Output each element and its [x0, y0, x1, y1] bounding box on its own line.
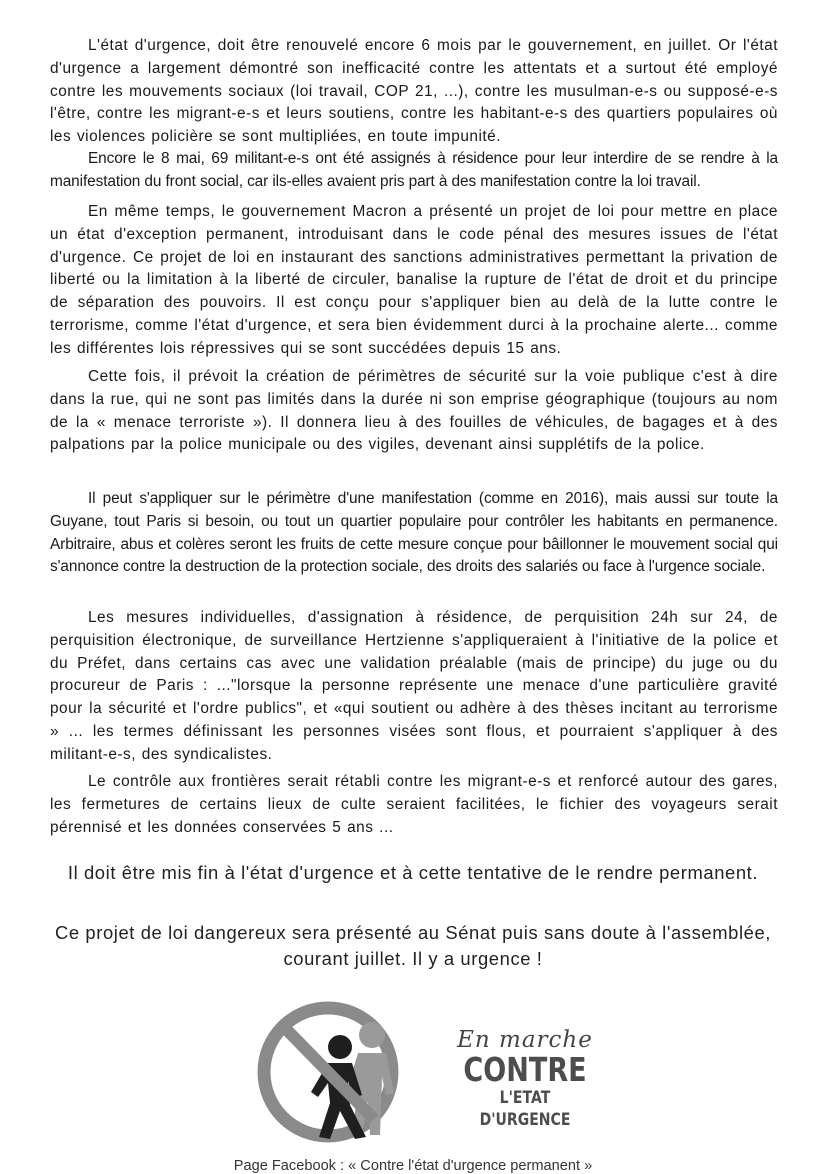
logo-subtitle: L'ETAT D'URGENCE [479, 1088, 571, 1129]
logo-text [440, 1027, 610, 1131]
no-marching-sign-icon [254, 997, 444, 1147]
campaign-logo [254, 997, 604, 1147]
logo-title: CONTRE [463, 1050, 587, 1089]
paragraph-6: Les mesures individuelles, d'assignation à résidence, de perquisition 24h sur 24, de perquisition électronique, de surveillance Hertzienne s'appliqueraient à l'initiative de la police et du Préfet, dans certains cas avec une validation préalable (mais de principe) du juge ou du procureur de Paris : ..."lorsque la personne représente une menace d'une particulière gravité pour la sécurité et l'ordre publics", et «qui soutient ou adhère à des thèses incitant au terrorisme » ... les termes définissant les personnes visées sont flous, et pourraient s'appliquer à des militant-e-s, des syndicalistes. [50, 609, 778, 763]
conclusion-line-2: Ce projet de loi dangereux sera présenté au Sénat puis sans doute à l'assemblée, courant juillet. Il y a urgence ! [54, 922, 772, 969]
logo-tagline: En marche [457, 1027, 593, 1053]
paragraph-4: Cette fois, il prévoit la création de périmètres de sécurité sur la voie publique c'est à dire dans la rue, qui ne sont pas limités dans la durée ni son emprise géographique (toujours au nom de la « menace terroriste »). Il donnera lieu à des fouilles de véhicules, de bagages et à des palpations par la police municipale ou des vigiles, devenant ainsi supplétifs de la police. [50, 368, 778, 454]
paragraph-7: Le contrôle aux frontières serait rétabli contre les migrant-e-s et renforcé autour des gares, les fermetures de certains lieux de culte seraient facilitées, le fichier des voyageurs serait pérennisé et les données conservées 5 ans ... [50, 773, 778, 836]
paragraph-1: L'état d'urgence, doit être renouvelé encore 6 mois par le gouvernement, en juillet. Or l'état d'urgence a largement démontré son inefficacité contre les attentats et a surtout été employé contre les mouvements sociaux (loi travail, COP 21, ...), contre les musulman-e-s ou supposé-e-s l'être, contre les migrant-e-s et leurs soutiens, contre les habitant-e-s des quartiers populaires où les violences policière se sont multipliées, en toute impunité. [50, 37, 778, 146]
paragraph-5: Il peut s'appliquer sur le périmètre d'une manifestation (comme en 2016), mais aussi sur toute la Guyane, tout Paris si besoin, ou tout un quartier populaire pour contrôler les habitants en permanence. Arbitraire, abus et colères seront les fruits de cette mesure conçue pour bâillonner le mouvement social qui s'annonce contre la destruction de la protection sociale, des droits des salariés ou face à l'urgence sociale. [50, 490, 778, 576]
paragraph-3: En même temps, le gouvernement Macron a présenté un projet de loi pour mettre en place un état d'exception permanent, introduisant dans le code pénal des mesures issues de l'état d'urgence. Ce projet de loi en instaurant des sanctions administratives permettant la privation de liberté ou la limitation à la liberté de circuler, banalise la rupture de l'état de droit et du principe de séparation des pouvoirs. Il est conçu pour s'appliquer bien au delà de la lutte contre le terrorisme, comme l'état d'urgence, et sera bien évidemment durci à la prochaine alerte... comme les différentes lois répressives qui se sont succédées depuis 15 ans. [50, 203, 778, 357]
facebook-page-footer: Page Facebook : « Contre l'état d'urgence permanent » [233, 1158, 593, 1174]
paragraph-2: Encore le 8 mai, 69 militant-e-s ont été assignés à résidence pour leur interdire de se rendre à la manifestation du front social, car ils-elles avaient pris part à des manifestation contre la loi travail. [50, 150, 778, 190]
conclusion-line-1: Il doit être mis fin à l'état d'urgence et à cette tentative de le rendre permanent. [67, 862, 759, 883]
